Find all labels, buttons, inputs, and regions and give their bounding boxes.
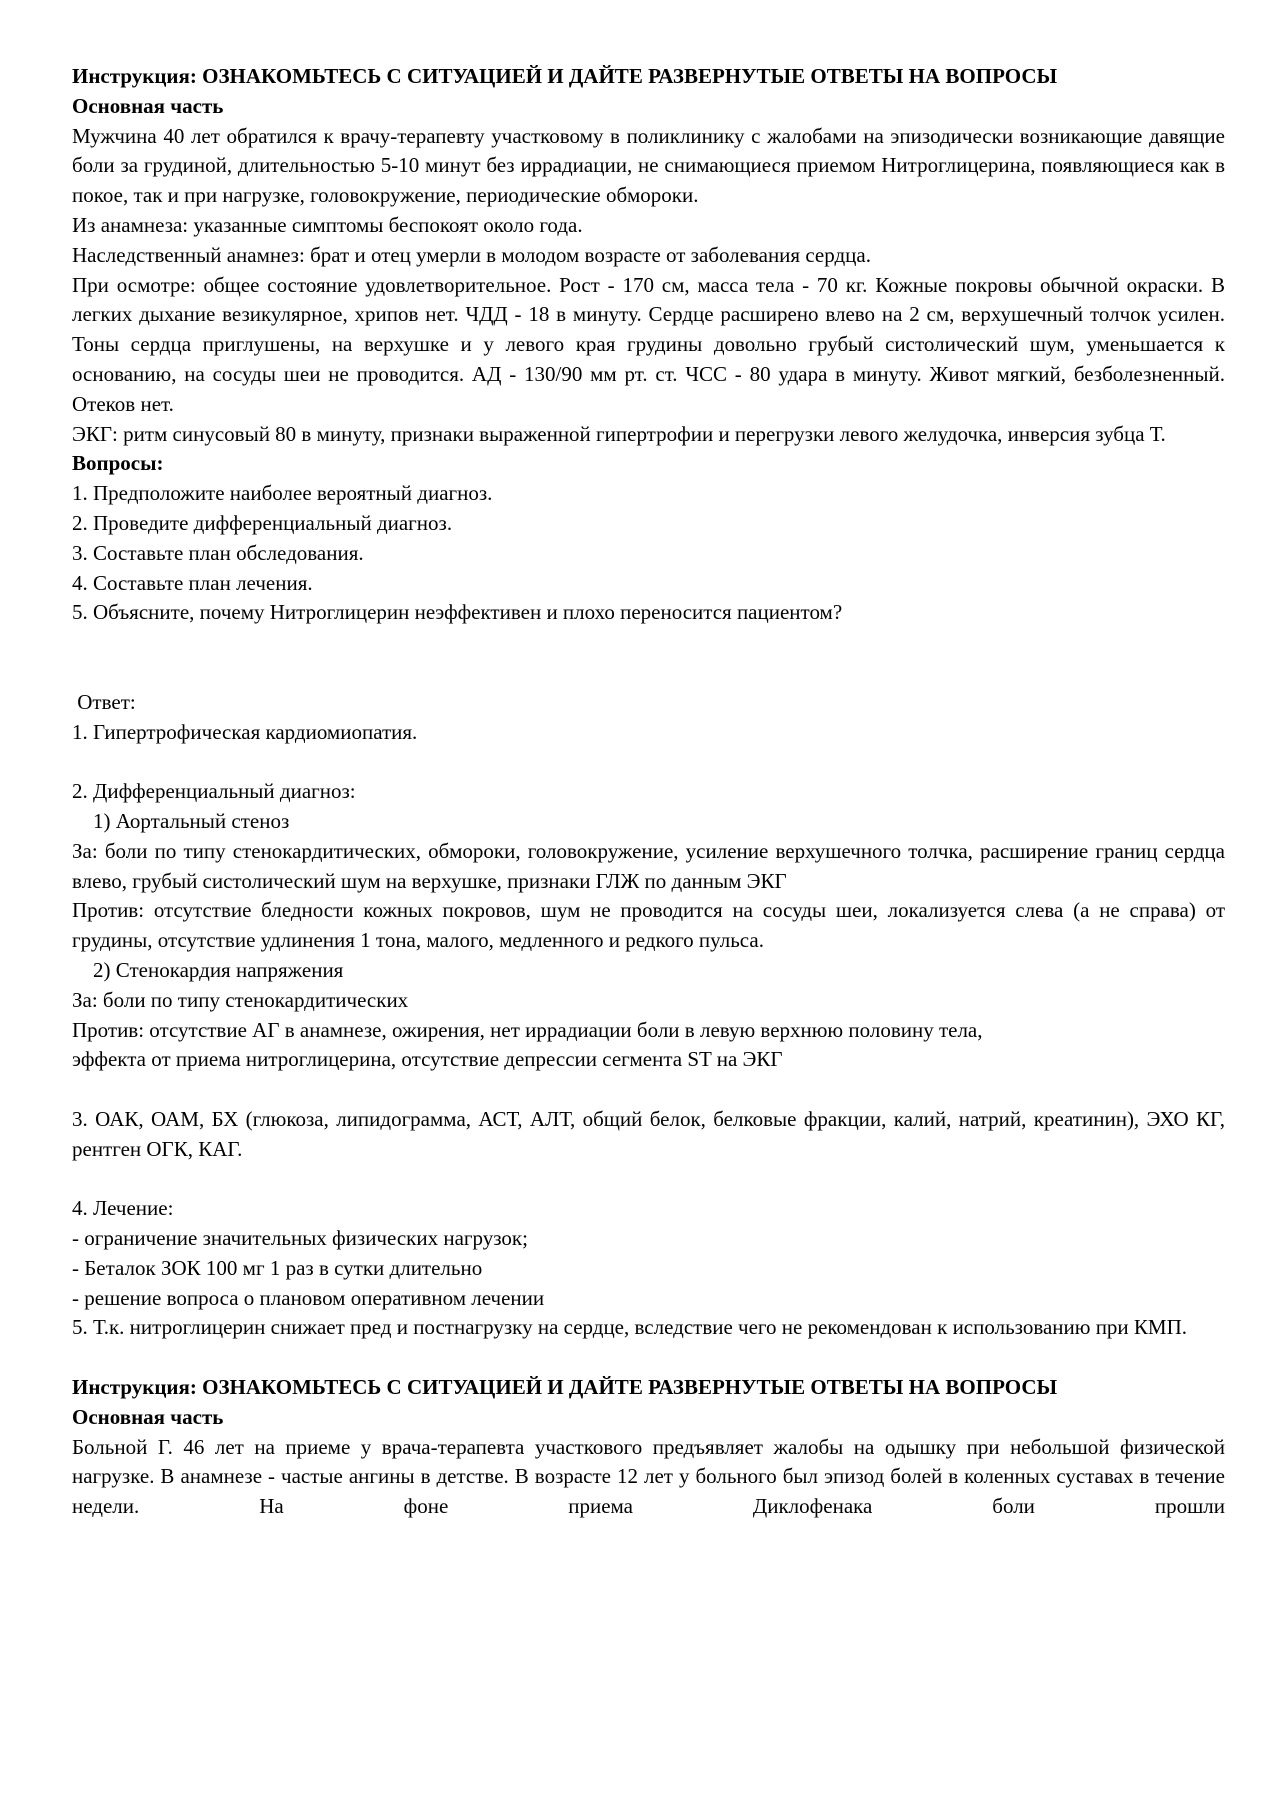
answer-4-item: - решение вопроса о плановом оперативном лечении [72, 1285, 545, 1310]
question: 1. Предположите наиболее вероятный диагноз. [72, 481, 493, 506]
section-heading: Основная часть [72, 93, 224, 118]
answer-5: 5. Т.к. нитроглицерин снижает пред и постнагрузку на сердце, вследствие чего не рекомендован к использованию при КМП. [72, 1315, 1188, 1340]
questions-heading: Вопросы: [72, 451, 164, 476]
blank [72, 747, 1225, 777]
case2-text: Больной Г. 46 лет на приеме у врача-терапевта участкового предъявляет жалобы на одышку при небольшой физической нагрузке. В анамнезе - частые ангины в детстве. В возрасте 12 лет у больного был эпизод болей в коленных суставах в течение недели. На фоне приема Диклофенака боли прошли [72, 1434, 1231, 1519]
section-heading: Основная часть [72, 1404, 224, 1429]
answer-2-against: Против: отсутствие АГ в анамнезе, ожирения, нет иррадиации боли в левую верхнюю половину тела, эффекта от приема нитроглицерина, отсутствие депрессии сегмента ST на ЭКГ [72, 1017, 983, 1072]
blank [72, 658, 1225, 688]
answer-4: 4. Лечение: [72, 1196, 174, 1221]
document-page [72, 62, 1231, 1522]
answer-2-for: За: боли по типу стенокардитических, обмороки, головокружение, усиление верхушечного толчка, расширение границ сердца влево, грубый систолический шум на верхушке, признаки ГЛЖ по данным ЭКГ [72, 838, 1231, 893]
case-ecg: ЭКГ: ритм синусовый 80 в минуту, признаки выраженной гипертрофии и перегрузки левого желудочка, инверсия зубца Т. [72, 421, 1166, 446]
instruction-heading: Инструкция: ОЗНАКОМЬТЕСЬ С СИТУАЦИЕЙ И ДАЙТЕ РАЗВЕРНУТЫЕ ОТВЕТЫ НА ВОПРОСЫ [72, 64, 1058, 88]
answer-4-item: - Беталок ЗОК 100 мг 1 раз в сутки длительно [72, 1255, 483, 1280]
case-anamnesis: Из анамнеза: указанные симптомы беспокоят около года. [72, 212, 583, 237]
question: 5. Объясните, почему Нитроглицерин неэффективен и плохо переносится пациентом? [72, 600, 843, 625]
answer-2-against: Против: отсутствие бледности кожных покровов, шум не проводится на сосуды шеи, локализуется слева (а не справа) от грудины, отсутствие удлинения 1 тона, малого, медленного и редкого пульса. [72, 898, 1231, 953]
question: 3. Составьте план обследования. [72, 540, 364, 565]
case-examination: При осмотре: общее состояние удовлетворительное. Рост - 170 см, масса тела - 70 кг. Кожные покровы обычной окраски. В легких дыхание везикулярное, хрипов нет. ЧДД - 18 в минуту. Сердце расширено влево на 2 см, верхушечный толчок усилен. Тоны сердца приглушены, на верхушке и у левого края грудины довольно грубый систолический шум, уменьшается к основанию, на сосуды шеи не проводится. АД - 130/90 мм рт. ст. ЧСС - 80 удара в минуту. Живот мягкий, безболезненный. Отеков нет. [72, 272, 1231, 416]
answer-2-for: За: боли по типу стенокардитических [72, 987, 409, 1012]
answer-heading: Ответ: [72, 689, 136, 714]
answer-2: 2. Дифференциальный диагноз: [72, 779, 356, 804]
question: 4. Составьте план лечения. [72, 570, 313, 595]
blank [72, 628, 1225, 658]
case-complaints: Мужчина 40 лет обратился к врачу-терапевту участковому в поликлинику с жалобами на эпизодически возникающие давящие боли за грудиной, длительностью 5-10 минут без иррадиации, не снимающиеся приемом Нитроглицерина, появляющиеся как в покое, так и при нагрузке, головокружение, периодические обмороки. [72, 123, 1231, 208]
answer-2-item: 1) Аортальный стеноз [72, 808, 290, 833]
question: 2. Проведите дифференциальный диагноз. [72, 510, 453, 535]
blank [72, 1343, 1225, 1373]
answer-1: 1. Гипертрофическая кардиомиопатия. [72, 719, 418, 744]
case-heredity: Наследственный анамнез: брат и отец умерли в молодом возрасте от заболевания сердца. [72, 242, 871, 267]
answer-2-item: 2) Стенокардия напряжения [72, 957, 344, 982]
answer-3: 3. ОАК, ОАМ, БХ (глюкоза, липидограмма, АСТ, АЛТ, общий белок, белковые фракции, калий, натрий, креатинин), ЭХО КГ, рентген ОГК, КАГ. [72, 1106, 1231, 1161]
blank [72, 1075, 1225, 1105]
instruction-heading: Инструкция: ОЗНАКОМЬТЕСЬ С СИТУАЦИЕЙ И ДАЙТЕ РАЗВЕРНУТЫЕ ОТВЕТЫ НА ВОПРОСЫ [72, 1375, 1058, 1400]
blank [72, 1164, 1225, 1194]
answer-4-item: - ограничение значительных физических нагрузок; [72, 1226, 528, 1251]
